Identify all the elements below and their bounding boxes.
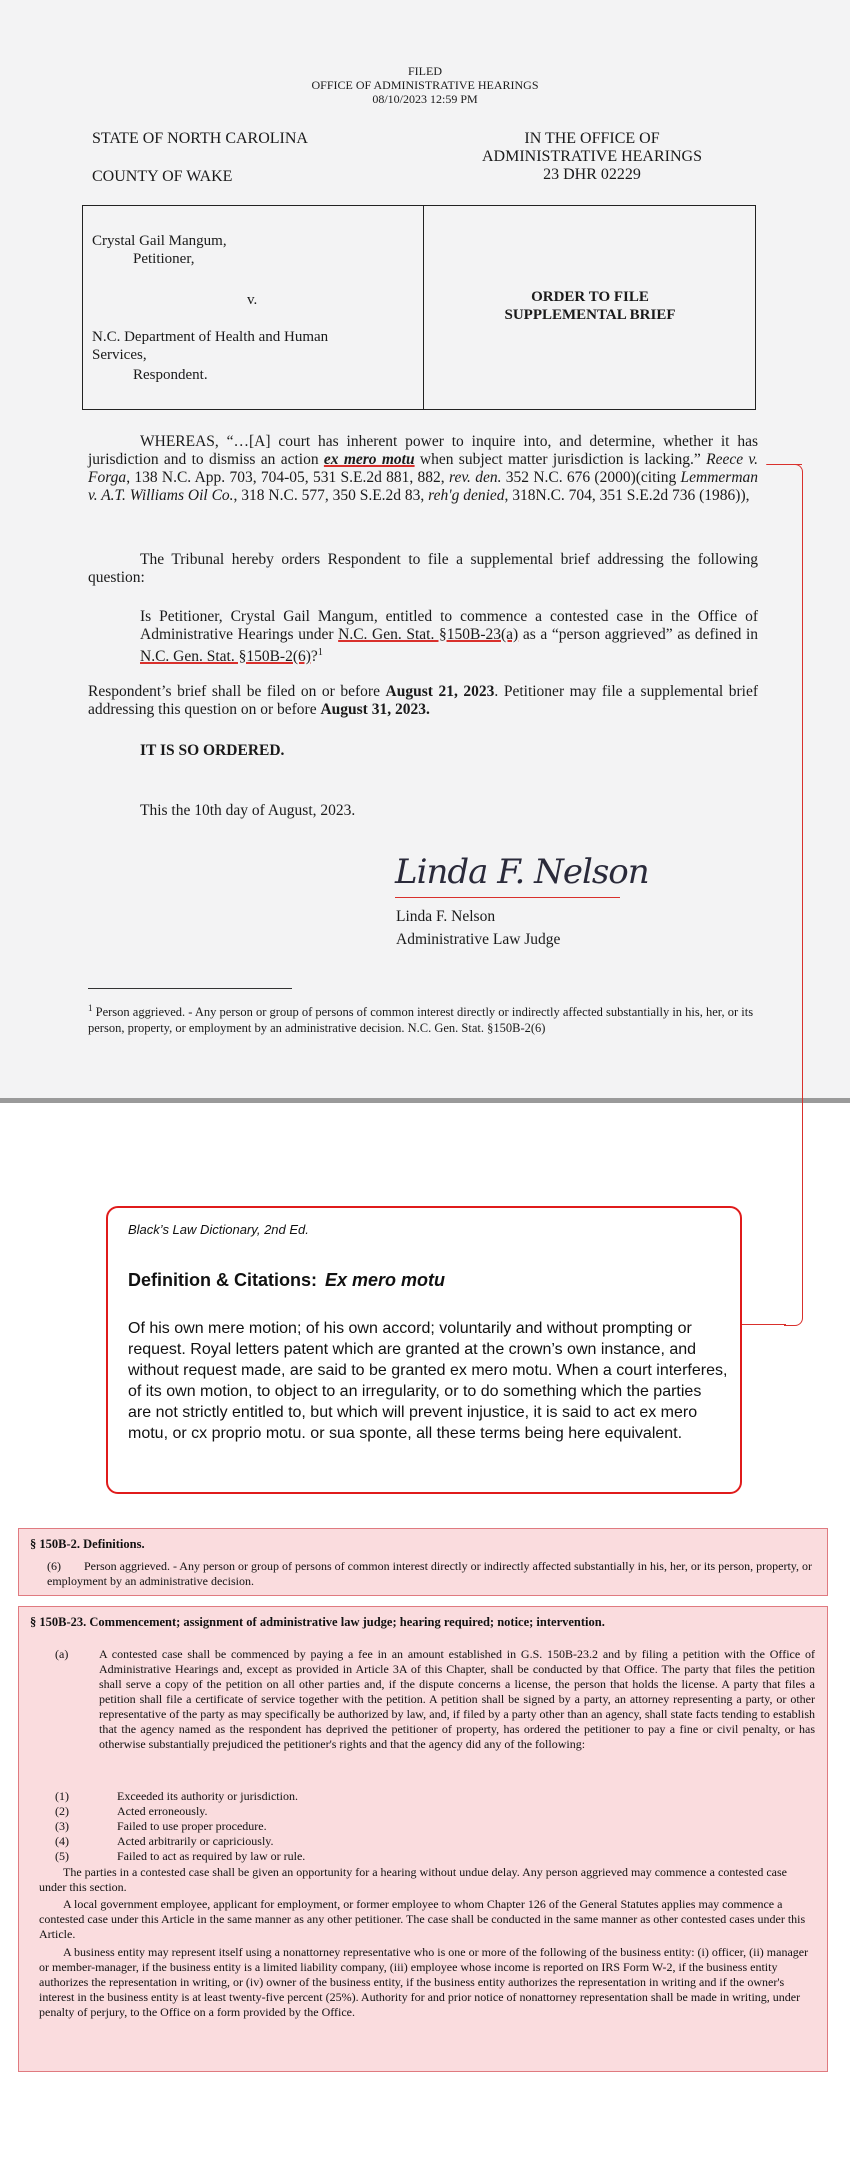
versus-label: v. xyxy=(247,292,258,308)
respondent-name-line2: Services, xyxy=(92,347,147,363)
petitioner-name: Crystal Gail Mangum, xyxy=(92,233,227,249)
statute-150b-2-item-body: Person aggrieved. - Any person or group of persons of common interest directly or indirectly affected substantially in his, her, or its person, property, or employment by an administrative decision. xyxy=(47,1559,813,1588)
cite-text-4: , 318N.C. 704, 351 S.E.2d 736 (1986)), xyxy=(504,487,750,504)
footnote xyxy=(88,1000,758,1036)
deadline-lead: Respondent’s brief shall be filed on or before xyxy=(88,683,380,700)
definition-term: Ex mero motu xyxy=(324,1270,446,1290)
statute-item-num: (2) xyxy=(55,1804,69,1818)
statute-item-text: Failed to use proper procedure. xyxy=(117,1819,267,1833)
footnote-ref: 1 xyxy=(317,647,323,658)
statute-150b-23-heading: § 150B-23. Commencement; assignment of administrative law judge; hearing required; notice; intervention. xyxy=(30,1615,605,1629)
tribunal-paragraph: The Tribunal hereby orders Respondent to file a supplemental brief addressing the following question: xyxy=(88,551,758,586)
connector-vertical xyxy=(784,464,803,1326)
definition-title xyxy=(128,1270,445,1291)
whereas-lead: WHEREAS, “…[A] court has inherent power to inquire into, and determine, whether it has jurisdiction and to dismiss an action xyxy=(88,433,758,468)
definition-title-lead: Definition & Citations: xyxy=(128,1270,317,1290)
statute-item-text: Failed to act as required by law or rule. xyxy=(117,1849,306,1863)
order-title-line2: SUPPLEMENTAL BRIEF xyxy=(504,307,676,323)
ex-mero-motu-term: ex mero motu xyxy=(323,451,415,468)
order-title-line1: ORDER TO FILE xyxy=(531,289,649,305)
footnote-number: 1 xyxy=(88,1003,93,1013)
whereas-rest: when subject matter jurisdiction is lacking.” xyxy=(419,451,701,468)
question-mid: as a “person aggrieved” as defined in xyxy=(522,626,759,643)
cite-text-2: 352 N.C. 676 (2000)(citing xyxy=(501,469,677,486)
order-title xyxy=(430,288,750,324)
respondent-deadline: August 21, 2023 xyxy=(385,683,495,700)
so-ordered: IT IS SO ORDERED. xyxy=(140,742,285,759)
state-heading: STATE OF NORTH CAROLINA xyxy=(92,130,308,147)
statute-150b-23-para-a: A contested case shall be commenced by paying a fee in an amount established in G.S. 150B-23.2 and by filing a petition with the Office of Administrative Hearings and, except as provided in Article 3A of this Chapter, shall be conducted by that Office. The party that files the petition shall serve a copy of the petition on all other parties and, if the dispute concerns a license, the person that holds the license. A party that files a petition shall file a certificate of service together with the petition. A petition shall be signed by a party, an attorney representing a party, or other representative of the party as may specifically be authorized by law, and, if filed by a party other than an agency, shall state facts tending to establish that the agency named as the respondent has deprived the petitioner of property, has ordered the petitioner to pay a fine or civil penalty, or has otherwise substantially prejudiced the petitioner's rights and that the agency did any of the following: xyxy=(99,1647,815,1751)
office-heading xyxy=(432,130,752,184)
whereas-paragraph xyxy=(88,433,758,505)
statute-item-text: Acted arbitrarily or capriciously. xyxy=(117,1834,274,1848)
cite-case-lemmerman: Lemmerman v. A.T. Williams Oil Co. xyxy=(88,469,759,504)
filing-stamp xyxy=(0,64,850,106)
office-heading-line1: IN THE OFFICE OF xyxy=(524,130,660,147)
cite-case-reece: Reece v. Forga xyxy=(88,451,759,486)
statute-150b-23-sub-a: (a) xyxy=(55,1647,69,1661)
question-end: ? xyxy=(310,648,318,666)
definition-source: Black’s Law Dictionary, 2nd Ed. xyxy=(128,1222,309,1237)
page-edge-divider xyxy=(0,1098,850,1103)
statute-150b-23-para-b: The parties in a contested case shall be given an opportunity for a hearing without undue delay. Any person aggrieved may commence a contested case under this section. xyxy=(39,1865,787,1894)
statute-item-num: (1) xyxy=(55,1789,69,1803)
petitioner-role: Petitioner, xyxy=(133,251,195,267)
respondent-role: Respondent. xyxy=(133,367,208,383)
statute-link-150b-23a[interactable]: N.C. Gen. Stat. §150B-23(a) xyxy=(338,626,519,643)
statute-item-text: Exceeded its authority or jurisdiction. xyxy=(117,1789,298,1803)
filing-stamp-line1: FILED xyxy=(408,64,442,78)
statute-item-num: (5) xyxy=(55,1849,69,1863)
signature-underline xyxy=(395,897,620,898)
footnote-text: Person aggrieved. - Any person or group of persons of common interest directly or indirectly affected substantially in his, her, or its person, property, or employment by an administrative decision. N.C. Gen. Stat. §150B-2(6) xyxy=(88,1005,754,1036)
deadline-paragraph xyxy=(88,683,758,719)
county-heading: COUNTY OF WAKE xyxy=(92,168,233,185)
statute-150b-2-item-num: (6) xyxy=(47,1559,61,1573)
statute-150b-23-para-d: A business entity may represent itself using a nonattorney representative who is one or more of the following of the business entity: (i) officer, (ii) manager or member-manager, if the business entity is a limited liability company, (iii) employee whose income is reported on IRS Form W-2, if the business entity authorizes the representation in writing, or (iv) owner of the business entity, if the business entity authorizes the representation in writing and if the owner's interest in the business entity is at least twenty-five percent (25%). Authority for and prior notice of nonattorney representation shall be made in writing, under penalty of perjury, to the Office on a form provided by the Office. xyxy=(39,1945,809,2019)
cite-rev-den: rev. den. xyxy=(448,469,502,486)
statute-item-num: (4) xyxy=(55,1834,69,1848)
petitioner-deadline: August 31, 2023. xyxy=(320,701,430,718)
docket-number: 23 DHR 02229 xyxy=(543,166,641,183)
cite-text-3: , 318 N.C. 577, 350 S.E.2d 83, xyxy=(233,487,425,504)
filing-stamp-line3: 08/10/2023 12:59 PM xyxy=(372,92,478,106)
statute-item-num: (3) xyxy=(55,1819,69,1833)
statute-150b-2-item-text xyxy=(47,1559,817,1589)
connector-bottom xyxy=(740,1324,786,1325)
cite-text-1: , 138 N.C. App. 703, 704-05, 531 S.E.2d 881, 882, xyxy=(126,469,445,486)
statute-150b-23-box xyxy=(18,1606,828,2072)
question-lead: Is Petitioner, Crystal Gail Mangum, entitled to commence a contested case in the Office of Administrative Hearings under xyxy=(140,608,758,643)
statute-150b-2-heading: § 150B-2. Definitions. xyxy=(30,1537,145,1551)
footnote-rule xyxy=(88,988,292,989)
statute-150b-2-box xyxy=(18,1528,828,1596)
question-paragraph xyxy=(140,608,758,666)
deadline-mid: . Petitioner may file a supplemental brief addressing this question on or before xyxy=(88,683,758,718)
statute-item-text: Acted erroneously. xyxy=(117,1804,208,1818)
respondent-name-line1: N.C. Department of Health and Human xyxy=(92,329,329,345)
statute-150b-23-para-c: A local government employee, applicant for employment, or former employee to whom Chapter 126 of the General Statutes applies may commence a contested case under this Article in the same manner as any other petitioner. The case shall be conducted in the same manner as other contested cases under this Article. xyxy=(39,1897,806,1941)
statute-link-150b-2-6[interactable]: N.C. Gen. Stat. §150B-2(6) xyxy=(140,648,311,666)
case-caption-divider xyxy=(423,205,424,410)
dated-line: This the 10th day of August, 2023. xyxy=(140,802,356,819)
definition-callout xyxy=(106,1206,742,1494)
judge-signature: Linda F. Nelson xyxy=(395,852,649,892)
judge-title: Administrative Law Judge xyxy=(396,931,561,948)
office-heading-line2: ADMINISTRATIVE HEARINGS xyxy=(482,148,702,165)
judge-name: Linda F. Nelson xyxy=(396,908,496,925)
filing-stamp-line2: OFFICE OF ADMINISTRATIVE HEARINGS xyxy=(311,78,539,92)
cite-rehg-denied: reh'g denied xyxy=(428,487,505,504)
definition-text: Of his own mere motion; of his own accord; voluntarily and without prompting or request. Royal letters patent which are granted at the crown’s own instance, and without request made, are said to be granted ex mero motu. When a court interferes, of its own motion, to object to an irregularity, or to do something which the parties are not strictly entitled to, but which will prevent injustice, it is said to act ex mero motu, or cx proprio motu. or sua sponte, all these terms being here equivalent. xyxy=(128,1320,728,1442)
